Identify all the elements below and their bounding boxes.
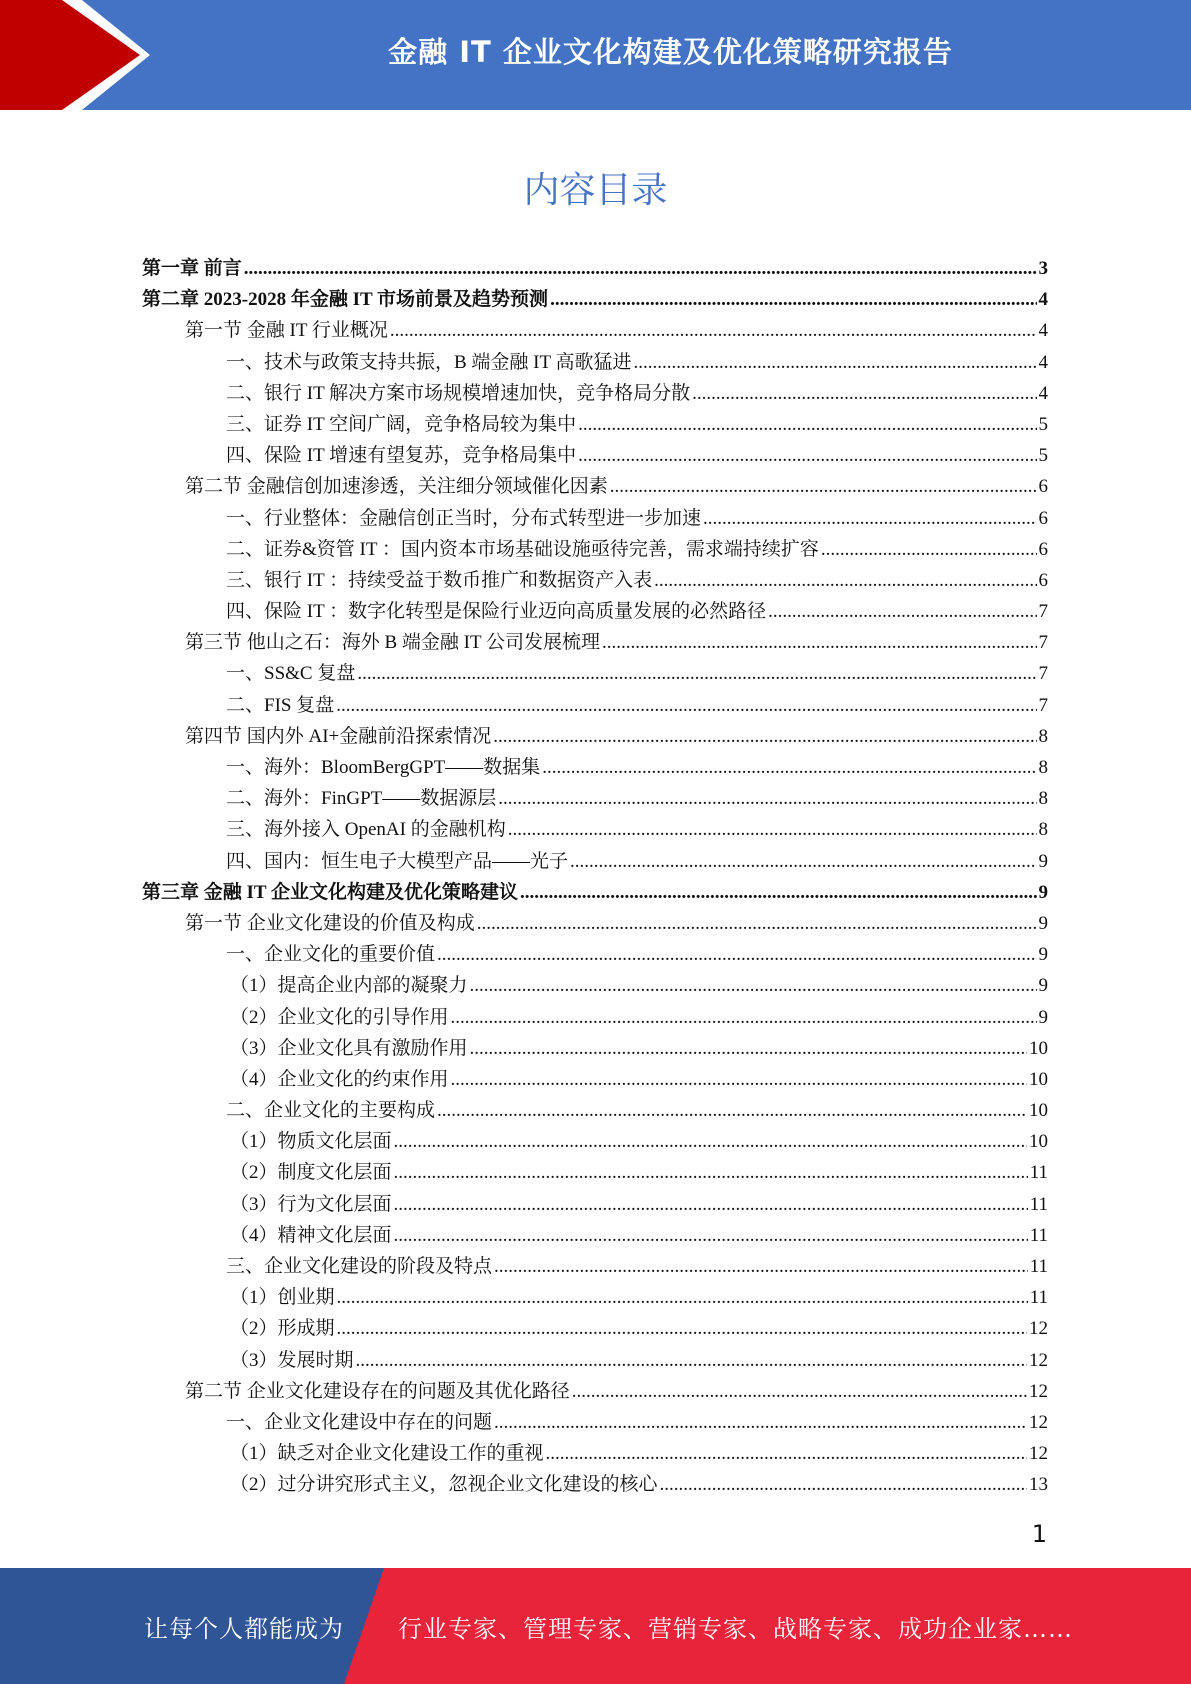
toc-entry-page: 12 bbox=[1029, 1380, 1048, 1402]
toc-entry-page: 4 bbox=[1038, 289, 1048, 311]
dot-leader bbox=[572, 1376, 1027, 1407]
dot-leader bbox=[394, 1157, 1028, 1188]
dot-leader bbox=[654, 565, 1036, 596]
toc-entry-title: 二、海外：FinGPT——数据源层 bbox=[226, 788, 497, 810]
toc-entry-title: 第三章 金融 IT 企业文化构建及优化策略建议 bbox=[142, 881, 518, 903]
toc-entry[interactable] bbox=[142, 1126, 1048, 1157]
dot-leader bbox=[542, 752, 1036, 783]
toc-entry-page: 3 bbox=[1038, 258, 1048, 279]
toc-entry-page: 4 bbox=[1038, 382, 1048, 404]
toc-entry-title: 第二节 金融信创加速渗透，关注细分领域催化因素 bbox=[185, 476, 608, 498]
toc-entry-title: （2）过分讲究形式主义，忽视企业文化建设的核心 bbox=[230, 1474, 658, 1496]
toc-entry-title: 三、银行 IT ：持续受益于数币推广和数据资产入表 bbox=[226, 569, 653, 591]
dot-leader bbox=[692, 378, 1036, 409]
toc-entry[interactable] bbox=[142, 1313, 1048, 1344]
dot-leader bbox=[550, 284, 1036, 315]
dot-leader bbox=[437, 939, 1036, 970]
toc-entry-page: 6 bbox=[1038, 476, 1048, 498]
toc-entry[interactable] bbox=[142, 440, 1048, 471]
toc-entry-page: 9 bbox=[1038, 944, 1048, 966]
toc-entry-page: 4 bbox=[1038, 320, 1048, 342]
dot-leader bbox=[578, 440, 1036, 471]
toc-entry[interactable] bbox=[142, 315, 1048, 346]
toc-entry-title: （2）形成期 bbox=[230, 1318, 335, 1340]
footer-banner bbox=[0, 1568, 1191, 1684]
dot-leader bbox=[470, 970, 1037, 1001]
toc-entry-title: 二、银行 IT 解决方案市场规模增速加快，竞争格局分散 bbox=[226, 382, 691, 404]
page-number: 1 bbox=[1031, 1520, 1047, 1548]
toc-entry-page: 9 bbox=[1038, 850, 1048, 872]
toc-entry-page: 12 bbox=[1029, 1411, 1048, 1433]
toc-entry-title: 二、证券&资管 IT ：国内资本市场基础设施亟待完善，需求端持续扩容 bbox=[226, 538, 819, 560]
toc-entry-page: 7 bbox=[1038, 632, 1048, 654]
footer-slogan-right: 行业专家、管理专家、营销专家、战略专家、成功企业家…… bbox=[398, 1614, 1073, 1643]
toc-entry-title: 第一节 企业文化建设的价值及构成 bbox=[185, 912, 475, 934]
toc-entry-title: 第四节 国内外 AI+金融前沿探索情况 bbox=[185, 725, 492, 747]
toc-entry[interactable] bbox=[142, 1376, 1048, 1407]
dot-leader bbox=[602, 627, 1036, 658]
toc-entry[interactable] bbox=[142, 658, 1048, 689]
toc-entry-title: 三、证券 IT 空间广阔，竞争格局较为集中 bbox=[226, 413, 577, 435]
dot-leader bbox=[337, 1282, 1028, 1313]
toc-entry[interactable] bbox=[142, 846, 1048, 877]
toc-entry-page: 9 bbox=[1038, 881, 1048, 903]
dot-leader bbox=[768, 596, 1036, 627]
dot-leader bbox=[634, 347, 1037, 378]
dot-leader bbox=[357, 658, 1036, 689]
toc-entry-page: 10 bbox=[1029, 1037, 1048, 1059]
dot-leader bbox=[508, 814, 1037, 845]
toc-entry[interactable] bbox=[142, 534, 1048, 565]
toc-entry-page: 12 bbox=[1029, 1443, 1048, 1465]
toc-entry[interactable] bbox=[142, 627, 1048, 658]
toc-entry-page: 11 bbox=[1029, 1287, 1048, 1309]
toc-entry-page: 11 bbox=[1029, 1224, 1048, 1246]
toc-entry[interactable] bbox=[142, 1438, 1048, 1469]
dot-leader bbox=[451, 1064, 1027, 1095]
toc-entry-title: （1）提高企业内部的凝聚力 bbox=[230, 975, 468, 997]
toc-entry-page: 8 bbox=[1038, 725, 1048, 747]
toc-entry-title: 第三节 他山之石：海外 B 端金融 IT 公司发展梳理 bbox=[185, 632, 601, 654]
toc-entry-page: 12 bbox=[1029, 1318, 1048, 1340]
toc-entry[interactable] bbox=[142, 284, 1048, 315]
toc-entry[interactable] bbox=[142, 1033, 1048, 1064]
toc-entry-title: 三、海外接入 OpenAI 的金融机构 bbox=[226, 819, 506, 841]
toc-entry-page: 5 bbox=[1038, 413, 1048, 435]
chevron-arrow-icon bbox=[0, 0, 160, 110]
toc-entry-page: 9 bbox=[1038, 912, 1048, 934]
toc-entry[interactable] bbox=[142, 1157, 1048, 1188]
toc-entry[interactable] bbox=[142, 1345, 1048, 1376]
toc-entry[interactable] bbox=[142, 1064, 1048, 1095]
dot-leader bbox=[610, 471, 1037, 502]
toc-entry-title: 四、保险 IT ：数字化转型是保险行业迈向高质量发展的必然路径 bbox=[226, 601, 767, 623]
toc-entry-page: 9 bbox=[1038, 975, 1048, 997]
toc-entry[interactable] bbox=[142, 939, 1048, 970]
toc-entry-page: 6 bbox=[1038, 569, 1048, 591]
toc-entry-title: （3）行为文化层面 bbox=[230, 1193, 392, 1215]
toc-entry-title: （4）企业文化的约束作用 bbox=[230, 1068, 449, 1090]
toc-entry-title: （1）物质文化层面 bbox=[230, 1131, 392, 1153]
toc-entry-title: 一、行业整体：金融信创正当时，分布式转型进一步加速 bbox=[226, 507, 702, 529]
toc-entry-title: 一、海外：BloomBergGPT——数据集 bbox=[226, 757, 541, 778]
toc-entry-page: 7 bbox=[1038, 694, 1048, 716]
toc-entry-page: 13 bbox=[1029, 1474, 1048, 1496]
toc-entry[interactable] bbox=[142, 1002, 1048, 1033]
toc-entry[interactable] bbox=[142, 1189, 1048, 1220]
toc-entry-page: 10 bbox=[1029, 1068, 1048, 1090]
dot-leader bbox=[520, 877, 1037, 908]
toc-entry-page: 7 bbox=[1038, 601, 1048, 623]
dot-leader bbox=[336, 690, 1036, 721]
dot-leader bbox=[451, 1002, 1037, 1033]
toc-entry[interactable] bbox=[142, 1251, 1048, 1282]
dot-leader bbox=[337, 1313, 1027, 1344]
toc-entry-page: 8 bbox=[1038, 757, 1048, 778]
toc-entry-title: 第一章 前言 bbox=[142, 258, 242, 279]
dot-leader bbox=[494, 1407, 1027, 1438]
toc-entry[interactable] bbox=[142, 908, 1048, 939]
toc-entry-title: 四、国内：恒生电子大模型产品——光子 bbox=[226, 850, 569, 872]
dot-leader bbox=[546, 1438, 1027, 1469]
dot-leader bbox=[394, 1126, 1027, 1157]
toc-entry-title: 一、技术与政策支持共振，B 端金融 IT 高歌猛进 bbox=[226, 351, 632, 373]
toc-entry[interactable] bbox=[142, 565, 1048, 596]
dot-leader bbox=[494, 1251, 1028, 1282]
footer-slogan-left: 让每个人都能成为 bbox=[144, 1614, 344, 1643]
toc-entry-title: （3）企业文化具有激励作用 bbox=[230, 1037, 468, 1059]
toc-entry[interactable] bbox=[142, 1407, 1048, 1438]
dot-leader bbox=[570, 846, 1036, 877]
toc-heading: 内容目录 bbox=[523, 170, 668, 211]
toc-entry-page: 10 bbox=[1029, 1100, 1048, 1122]
toc-entry[interactable] bbox=[142, 1095, 1048, 1126]
toc-entry-page: 12 bbox=[1029, 1349, 1048, 1371]
toc-entry-title: （1）缺乏对企业文化建设工作的重视 bbox=[230, 1443, 544, 1465]
dot-leader bbox=[821, 534, 1037, 565]
toc-entry-page: 7 bbox=[1038, 663, 1048, 685]
toc-entry-page: 8 bbox=[1038, 819, 1048, 841]
dot-leader bbox=[356, 1345, 1027, 1376]
toc-entry-title: 一、企业文化的重要价值 bbox=[226, 944, 436, 966]
toc-entry-page: 8 bbox=[1038, 788, 1048, 810]
toc-entry-page: 6 bbox=[1038, 538, 1048, 560]
toc-entry-title: 三、企业文化建设的阶段及特点 bbox=[226, 1256, 493, 1277]
toc-entry-title: 第二章 2023-2028 年金融 IT 市场前景及趋势预测 bbox=[142, 289, 549, 311]
toc-entry[interactable] bbox=[142, 721, 1048, 752]
toc-entry[interactable] bbox=[142, 877, 1048, 908]
dot-leader bbox=[390, 315, 1037, 346]
dot-leader bbox=[394, 1220, 1028, 1251]
toc-entry[interactable] bbox=[142, 1469, 1048, 1500]
dot-leader bbox=[493, 721, 1036, 752]
dot-leader bbox=[470, 1033, 1027, 1064]
dot-leader bbox=[394, 1189, 1028, 1220]
toc-entry[interactable] bbox=[142, 596, 1048, 627]
toc-entry[interactable] bbox=[142, 690, 1048, 721]
toc-entry-page: 11 bbox=[1029, 1162, 1048, 1184]
toc-entry-title: 四、保险 IT 增速有望复苏，竞争格局集中 bbox=[226, 445, 577, 467]
dot-leader bbox=[437, 1095, 1027, 1126]
toc-entry-page: 4 bbox=[1038, 351, 1048, 373]
toc-entry-page: 11 bbox=[1029, 1256, 1048, 1277]
toc-entry-title: 第二节 企业文化建设存在的问题及其优化路径 bbox=[185, 1380, 570, 1402]
toc-entry-page: 10 bbox=[1029, 1131, 1048, 1153]
toc-entry[interactable] bbox=[142, 1282, 1048, 1313]
toc-entry-page: 11 bbox=[1029, 1193, 1048, 1215]
toc-entry-page: 9 bbox=[1038, 1006, 1048, 1028]
dot-leader bbox=[578, 409, 1036, 440]
toc-entry-title: 第一节 金融 IT 行业概况 bbox=[185, 320, 388, 342]
toc-entry-title: （2）企业文化的引导作用 bbox=[230, 1006, 449, 1028]
toc-entry[interactable] bbox=[142, 783, 1048, 814]
toc-entry-title: （1）创业期 bbox=[230, 1287, 335, 1309]
toc-entry-title: （3）发展时期 bbox=[230, 1349, 354, 1371]
toc-entry-title: 二、FIS 复盘 bbox=[226, 694, 335, 716]
toc-entry[interactable] bbox=[142, 503, 1048, 534]
toc-entry[interactable] bbox=[142, 409, 1048, 440]
toc-entry-title: 一、企业文化建设中存在的问题 bbox=[226, 1411, 493, 1433]
dot-leader bbox=[498, 783, 1036, 814]
toc-entry-page: 6 bbox=[1038, 507, 1048, 529]
dot-leader bbox=[660, 1469, 1027, 1500]
dot-leader bbox=[703, 503, 1036, 534]
toc-entry[interactable] bbox=[142, 970, 1048, 1001]
toc-entry[interactable] bbox=[142, 1220, 1048, 1251]
toc-entry[interactable] bbox=[142, 471, 1048, 502]
toc-entry[interactable] bbox=[142, 752, 1048, 783]
toc-entry[interactable] bbox=[142, 253, 1048, 284]
dot-leader bbox=[244, 253, 1037, 284]
table-of-contents bbox=[142, 253, 1048, 1501]
toc-entry[interactable] bbox=[142, 814, 1048, 845]
header-banner bbox=[0, 0, 1191, 110]
toc-entry-title: 一、SS&C 复盘 bbox=[226, 663, 356, 685]
report-title: 金融 IT 企业文化构建及优化策略研究报告 bbox=[388, 34, 953, 69]
toc-entry[interactable] bbox=[142, 378, 1048, 409]
toc-entry-page: 5 bbox=[1038, 445, 1048, 467]
toc-entry[interactable] bbox=[142, 347, 1048, 378]
toc-entry-title: 二、企业文化的主要构成 bbox=[226, 1100, 436, 1122]
dot-leader bbox=[477, 908, 1037, 939]
toc-entry-title: （4）精神文化层面 bbox=[230, 1224, 392, 1246]
toc-entry-title: （2）制度文化层面 bbox=[230, 1162, 392, 1184]
